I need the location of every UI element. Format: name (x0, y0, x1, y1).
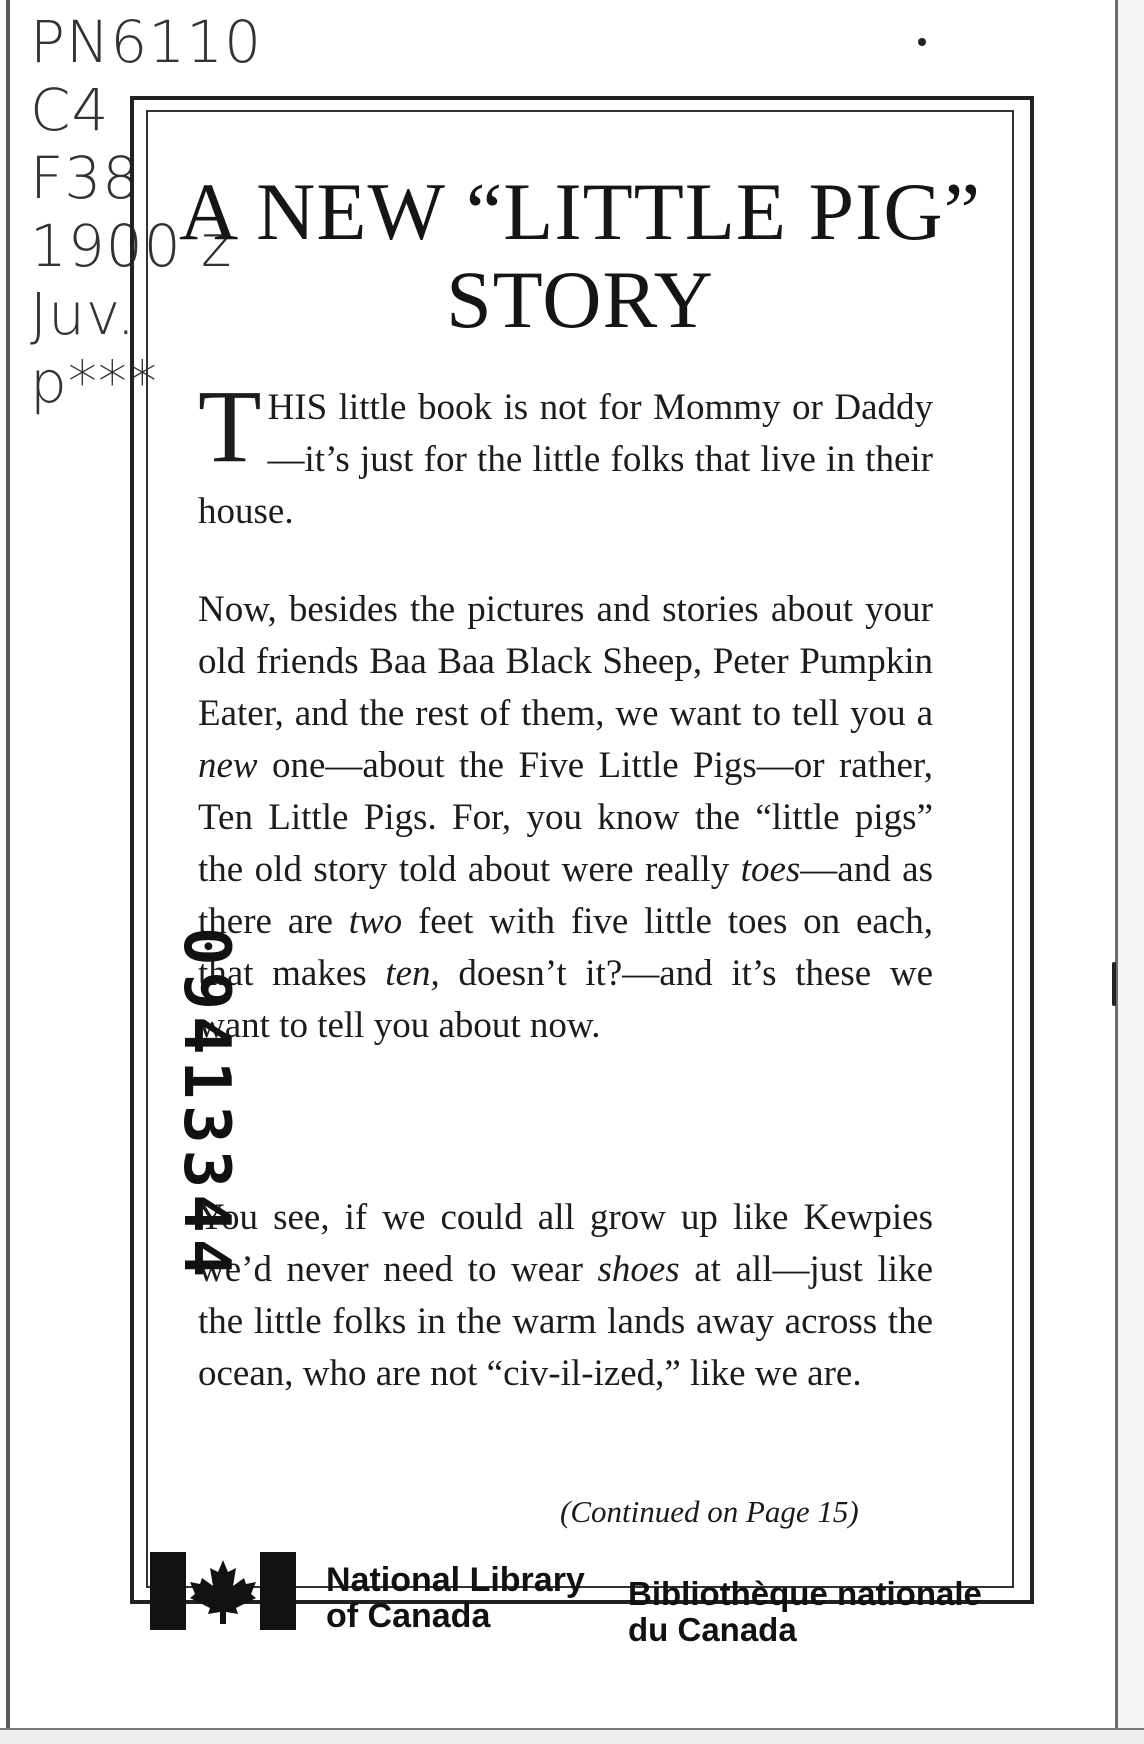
scan-edge-right (1115, 0, 1144, 1744)
scan-edge-left (6, 0, 10, 1744)
italic-word: two (348, 901, 403, 942)
call-number-line: Juv. (30, 280, 137, 348)
paragraph-text: You see, if we could all grow up like Kewpies we’d never need to wear (198, 1197, 933, 1290)
page-title: A NEW “LITTLE PIG” STORY (178, 166, 982, 345)
scan-speck (918, 38, 926, 46)
library-name-line: of Canada (326, 1597, 491, 1635)
paragraph-text: —and as there are (198, 849, 933, 942)
paragraph-pigs (198, 584, 933, 1052)
library-name-french (628, 1576, 982, 1648)
paragraph-text: one—about the Five Little Pigs—or rather, Ten Little Pigs. For, you know the “little pigs” the old story told about were really (198, 745, 933, 890)
scan-speck (1112, 962, 1116, 1006)
paragraph-kewpies (198, 1192, 933, 1400)
call-number-line: F38 (30, 144, 141, 212)
canada-flag-logo (150, 1552, 296, 1630)
italic-word: ten, (385, 953, 440, 994)
paragraph-text: feet with five little toes on each, that makes (198, 901, 933, 994)
library-name-english (326, 1562, 585, 1634)
italic-word: new (198, 745, 258, 786)
paragraph-text: HIS little book is not for Mommy or Daddy—it’s just for the little folks that live in their house. (198, 387, 933, 532)
library-name-line: Bibliothèque nationale (628, 1575, 982, 1612)
maple-leaf-icon (190, 1560, 256, 1624)
paragraph-text: Now, besides the pictures and stories about your old friends Baa Baa Black Sheep, Peter Pumpkin Eater, and the rest of them, we want to tell you a (198, 589, 933, 734)
drop-cap: T (198, 369, 262, 484)
call-number-line: p*** (30, 348, 158, 416)
call-number-line: 1900 z (30, 212, 233, 280)
library-name-line: National Library (326, 1561, 585, 1599)
call-number-line: PN6110 (30, 8, 262, 76)
paragraph-intro (198, 369, 933, 538)
continued-note: (Continued on Page 15) (560, 1494, 859, 1529)
accession-stamp: 09413344 (169, 927, 243, 1284)
scan-edge-bottom (0, 1728, 1144, 1744)
paragraph-text: at all—just like the little folks in the warm lands away across the ocean, who are not “civ-il-ized,” like we are. (198, 1249, 933, 1394)
italic-word: toes (740, 849, 801, 890)
call-number-line: C4 (30, 76, 110, 144)
paragraph-text: doesn’t it?—and it’s these we want to tell you about now. (198, 953, 934, 1046)
library-name-line: du Canada (628, 1611, 797, 1648)
italic-word: shoes (597, 1249, 680, 1290)
